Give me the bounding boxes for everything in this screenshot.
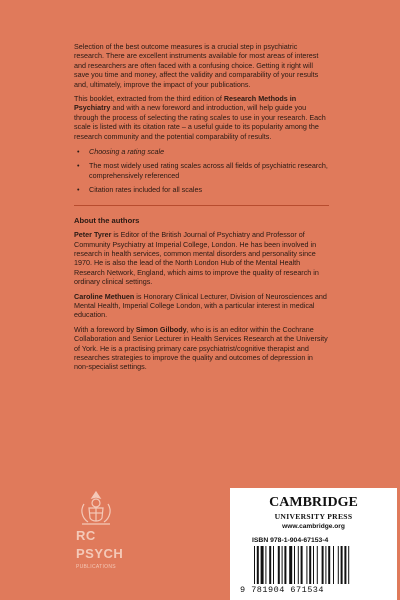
barcode-icon xyxy=(252,546,377,586)
isbn-label: ISBN 978-1-904-67153-4 xyxy=(252,537,329,544)
logo-rc: RC xyxy=(76,528,96,543)
publisher-website: www.cambridge.org xyxy=(282,523,345,530)
logo-publications: PUBLICATIONS xyxy=(76,564,116,570)
publisher-box xyxy=(230,488,397,600)
barcode-number: 9 781904 671534 xyxy=(240,585,325,595)
publisher-name: CAMBRIDGE xyxy=(269,495,358,510)
divider xyxy=(74,205,329,206)
list-item: • Choosing a rating scale xyxy=(74,147,329,156)
author-bio-2: Caroline Methuen is Honorary Clinical Lecturer, Division of Neurosciences and Mental Health, Imperial College London, with a particular interest in medical education. xyxy=(74,291,327,320)
foreword-bio: With a foreword by Simon Gilbody, who is is an editor within the Cochrane Collaboration and Senior Lecturer in Health Services Research at the University of York. He is a practising primary care psychiatrist/cognitive therapist and researches strategies to improve the quality and outcomes of depression in non-specialist settings. xyxy=(74,324,328,372)
publisher-subtitle: UNIVERSITY PRESS xyxy=(274,512,353,521)
author-bio-1: Peter Tyrer is Editor of the British Journal of Psychiatry and Professor of Community Psychiatry at Imperial College, London. He has been involved in research in health services, common mental disorders and personality since 1970. He is also the lead of the North London Hub of the Mental Health Research Network, England, which aims to improve the quality of research in ordinary clinical settings. xyxy=(74,230,319,287)
logo-psych: PSYCH xyxy=(76,546,124,561)
list-item: • The most widely used rating scales across all fields of psychiatric research, comprehensively referenced xyxy=(74,161,329,180)
book-title: Research Methods in Psychiatry xyxy=(74,94,297,113)
list-item: • Citation rates included for all scales xyxy=(74,185,329,194)
about-heading: About the authors xyxy=(74,215,140,225)
feature-list xyxy=(74,147,329,195)
rcpsych-logo xyxy=(76,488,136,588)
intro-paragraph-2: This booklet, extracted from the third edition of Research Methods in Psychiatry and with a new foreword and introduction, will help guide you through the process of selecting the rating scales to use in your research. Each scale is listed with its citation rate – a useful guide to its popularity among the research community and the potential comparability of results. xyxy=(74,94,326,141)
intro-paragraph-1: Selection of the best outcome measures is a crucial step in psychiatric research. There are excellent instruments available for most areas of interest and researchers are often faced with a confusing choice. Getting it right will save you time and money, affect the validity and comparability of your results and, ultimately, improve the impact of your publications. xyxy=(74,42,319,89)
cover-text xyxy=(74,42,329,377)
crest-icon xyxy=(76,488,116,528)
